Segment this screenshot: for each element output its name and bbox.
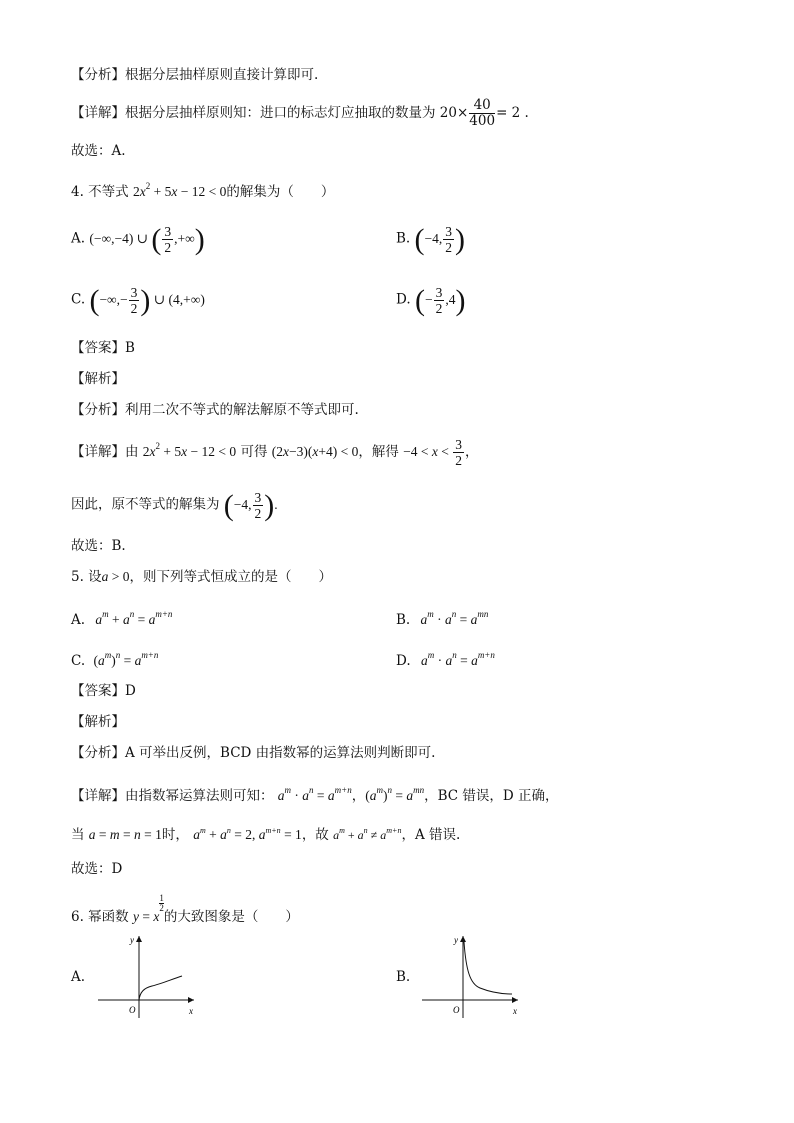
q5-line2-mid2: ，故	[301, 827, 329, 843]
q4-detail-mid: 可得	[240, 444, 268, 460]
q6-graph-a[interactable]	[94, 930, 204, 1022]
q5-analysis: 【分析】A 可举出反例，BCD 由指数幂的运算法则判断即可.	[71, 745, 436, 761]
q4-opt-a-label: A.	[71, 230, 86, 247]
q4-option-a[interactable]	[71, 224, 205, 255]
q5-opt-d-label: D.	[396, 653, 411, 669]
q4-stem	[71, 177, 334, 201]
q5-option-d[interactable]: D. $a^m \cdot a^n = a^{m+n}$	[396, 650, 495, 669]
q3-fraction	[469, 98, 495, 129]
q4-detail-prefix: 【详解】由	[71, 444, 139, 460]
graph-b-x-label: x	[513, 1006, 517, 1016]
graph-b-y-label: y	[454, 935, 458, 945]
q3-choose: 故选：A.	[71, 143, 126, 159]
q4-opt-b-expr: (−4, $\frac{3}{2}$ )	[414, 222, 466, 256]
q5-option-c[interactable]: C. $(a^m)^n = a^{m+n}$	[71, 650, 159, 669]
graph-b-y-arrow	[460, 936, 466, 942]
q4-opt-d-label: D.	[396, 291, 411, 308]
q5-line2-suffix: ，A 错误.	[401, 827, 461, 843]
graph-a-y-label: y	[130, 935, 134, 945]
graph-b-x-arrow	[512, 997, 518, 1003]
q5-stem: 5. 设a > 0，则下列等式恒成立的是（ ）	[71, 569, 333, 585]
graph-b-origin-label: O	[453, 1005, 460, 1015]
q5-detail-prefix: 【详解】由指数幂运算法则可知：	[71, 788, 274, 804]
q4-detail: 【详解】由 $2x^2 + 5x - 12 < 0$ 可得 (2x−3)(x+4) < 0，解得 −4 < x < $\frac{3}{2}$ ，	[71, 437, 479, 469]
q3-expr-a: 20×	[439, 105, 469, 121]
q5-stem-suffix: ，则下列等式恒成立的是（ ）	[129, 569, 333, 585]
q5-line2: 当 a = m = n = 1时， $a^m + a^n = 2$, $a^{m+n} = 1$，故 $a^m + a^n \ne a^{m+n}$，A 错误.	[71, 826, 461, 843]
q5-opt-b-label: B.	[396, 612, 411, 628]
q4-opt-a-expr: (−∞,−4) ∪ ( $\frac{3}{2}$ ,+∞)	[89, 222, 205, 256]
q5-answer: 【答案】D	[71, 683, 136, 699]
q3-detail-prefix: 【详解】根据分层抽样原则知：进口的标志灯应抽取的数量为	[71, 105, 436, 121]
q6-graph-b[interactable]	[418, 930, 528, 1022]
q6-stem-prefix: 6. 幂函数	[71, 909, 129, 925]
graph-a-x-label: x	[189, 1006, 193, 1016]
q5-stem-prefix: 5. 设	[71, 569, 102, 585]
q4-analysis: 【分析】利用二次不等式的解法解原不等式即可.	[71, 402, 359, 418]
q5-opt-c-label: C.	[71, 653, 86, 669]
q5-choose: 故选：D	[71, 861, 123, 877]
q5-option-b[interactable]: B. $a^m \cdot a^n = a^{mn}$	[396, 609, 489, 628]
q4-inequality: $2x^2 + 5x - 12 < 0$	[132, 181, 227, 199]
q4-conclusion-prefix: 因此，原不等式的解集为	[71, 496, 220, 513]
q5-line2-prefix: 当	[71, 827, 85, 843]
q3-analysis: 【分析】根据分层抽样原则直接计算即可.	[71, 67, 319, 83]
q4-stem-suffix: 的解集为（ ）	[226, 184, 335, 200]
graph-b-curve	[464, 942, 512, 994]
q6-opt-a-label[interactable]: A.	[71, 969, 86, 985]
q4-jiexi: 【解析】	[71, 371, 125, 387]
graph-a-curve	[139, 976, 182, 1000]
q5-opt-a-label: A.	[71, 612, 86, 628]
graph-a-y-arrow	[136, 936, 142, 942]
q6-opt-b-label[interactable]: B.	[396, 969, 411, 985]
graph-a-origin-label: O	[129, 1005, 136, 1015]
q4-stem-prefix: 4. 不等式	[71, 184, 129, 200]
q5-option-a[interactable]: A. $a^m + a^n = a^{m+n}$	[71, 609, 173, 628]
q4-detail-mid2: ，解得	[358, 444, 399, 460]
q3-detail	[71, 98, 529, 129]
q4-opt-c-label: C.	[71, 291, 86, 308]
q4-opt-b-label: B.	[396, 230, 411, 247]
q3-expr-b: = 2 .	[496, 105, 529, 121]
q3-frac-den: 400	[469, 113, 496, 129]
q4-opt-d-expr: (− $\frac{3}{2}$ ,4)	[414, 283, 466, 317]
q4-option-b[interactable]	[396, 224, 465, 255]
q6-stem: 6. 幂函数 y = x $\frac{1}{2}$ 的大致图象是（ ）	[71, 893, 299, 925]
q4-conclusion: 因此，原不等式的解集为 (−4, $\frac{3}{2}$ ).	[71, 488, 278, 522]
q5-detail-suffix: ，BC 错误，D 正确，	[424, 788, 559, 804]
q4-choose: 故选：B.	[71, 538, 126, 554]
q4-option-c[interactable]	[71, 285, 205, 316]
q4-answer: 【答案】B	[71, 340, 135, 356]
graph-a-x-arrow	[188, 997, 194, 1003]
q6-stem-suffix: 的大致图象是（ ）	[163, 909, 299, 925]
q4-opt-c-expr: (−∞,− $\frac{3}{2}$ ) ∪ (4,+∞)	[89, 283, 205, 317]
q5-jiexi: 【解析】	[71, 714, 125, 730]
q4-option-d[interactable]	[396, 285, 465, 316]
q3-frac-num: 40	[469, 98, 495, 114]
q5-detail: 【详解】由指数幂运算法则可知： $a^m \cdot a^n = a^{m+n}$，$(a^m)^n = a^{mn}$，BC 错误，D 正确，	[71, 785, 559, 804]
q5-line2-mid: 时，	[161, 827, 189, 843]
